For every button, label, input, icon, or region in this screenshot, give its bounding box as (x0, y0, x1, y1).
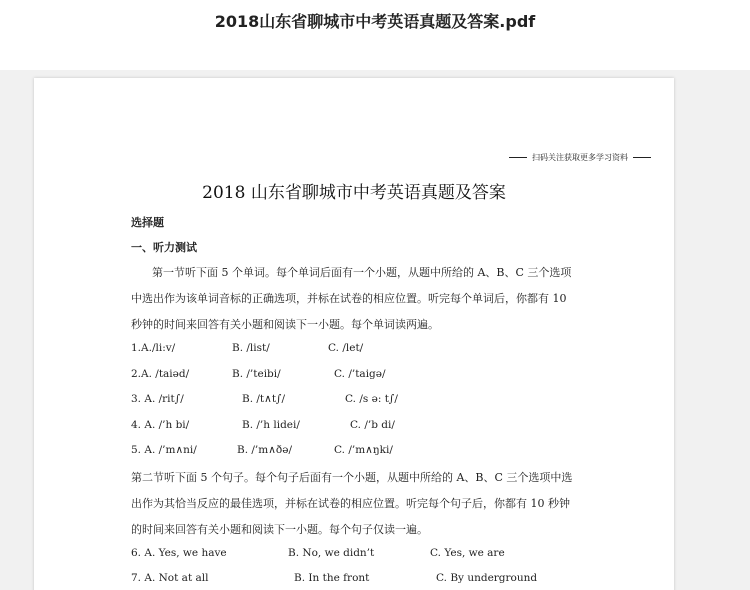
option-a: 2.A. /taiəd/ (131, 368, 190, 380)
option-a: 7. A. Not at all (131, 572, 209, 584)
option-c: C. /’b di/ (350, 419, 395, 431)
section-type: 选择题 (131, 216, 164, 229)
paper-title: 2018 山东省聊城市中考英语真题及答案 (202, 183, 506, 203)
document-title: 2018山东省聊城市中考英语真题及答案.pdf (214, 12, 536, 31)
pdf-page (34, 78, 674, 590)
option-c: C. /’taigə/ (334, 368, 386, 380)
option-c: C. /s ə: t∫/ (345, 393, 398, 405)
option-a: 3. A. /rit∫/ (131, 393, 184, 405)
option-a: 1.A./li:v/ (131, 342, 176, 354)
part1-instruction-line: 秒钟的时间来回答有关小题和阅读下一小题。每个单词读两遍。 (131, 318, 439, 331)
page-header-note (504, 152, 656, 163)
option-a: 4. A. /’h bi/ (131, 419, 190, 431)
header-rule-left (509, 157, 527, 158)
option-a: 6. A. Yes, we have (131, 547, 227, 559)
option-c: C. Yes, we are (430, 547, 505, 559)
option-c: C. /’m∧ŋki/ (334, 444, 393, 456)
viewer-title-bar (0, 0, 750, 70)
option-b: B. /’h lidei/ (242, 419, 300, 431)
option-a: 5. A. /’m∧ni/ (131, 444, 197, 456)
part2-instruction-line: 第二节听下面 5 个句子。每个句子后面有一个小题，从题中所给的 A、B、C 三个选项中选 (131, 471, 573, 484)
option-b: B. In the front (294, 572, 370, 584)
part1-instruction-line: 第一节听下面 5 个单词。每个单词后面有一个小题，从题中所给的 A、B、C 三个选项 (152, 266, 572, 279)
option-b: B. No, we didn’t (288, 547, 375, 559)
part2-instruction-line: 出作为其恰当反应的最佳选项，并标在试卷的相应位置。听完每个句子后，你都有 10 秒钟 (131, 497, 570, 510)
option-b: B. /’m∧ðə/ (237, 444, 292, 456)
header-note-text: 扫码关注获取更多学习资料 (532, 153, 628, 162)
option-c: C. By underground (436, 572, 538, 584)
option-b: B. /t∧t∫/ (242, 393, 286, 405)
option-b: B. /’teibi/ (232, 368, 281, 380)
option-c: C. /let/ (328, 342, 364, 354)
option-b: B. /list/ (232, 342, 270, 354)
header-rule-right (633, 157, 651, 158)
part2-instruction-line: 的时间来回答有关小题和阅读下一小题。每个句子仅读一遍。 (131, 523, 428, 536)
part1-instruction-line: 中选出作为该单词音标的正确选项，并标在试卷的相应位置。听完每个单词后，你都有 10 (131, 292, 567, 305)
part-heading: 一、听力测试 (131, 241, 197, 254)
